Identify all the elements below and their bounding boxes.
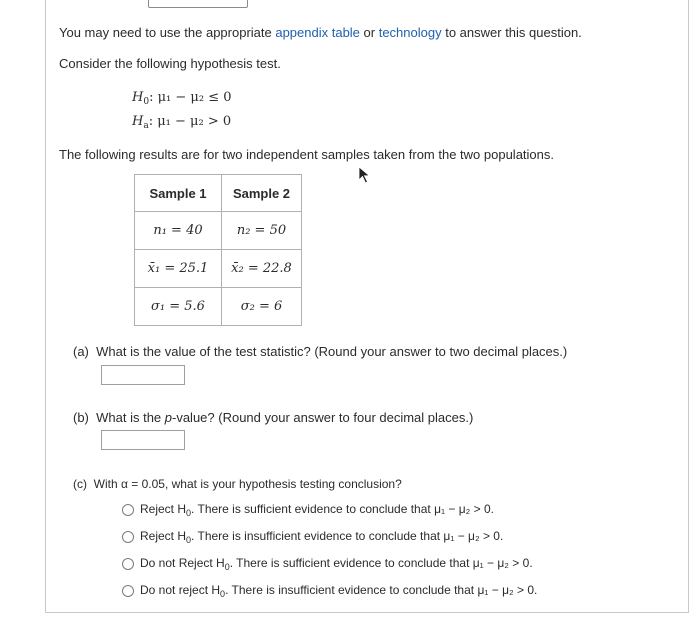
ha-subscript: a [143, 121, 149, 131]
option-3-lead: Do not Reject H [140, 556, 225, 570]
null-hypothesis [132, 90, 232, 107]
option-2-radio[interactable] [122, 531, 134, 543]
intro-suffix: to answer this question. [441, 25, 582, 40]
table-header-row [135, 175, 302, 212]
alternative-hypothesis [132, 114, 231, 131]
option-4-sub: 0 [220, 589, 226, 599]
sigma2-cell: σ₂ = 6 [222, 288, 302, 326]
ha-relation: : μ₁ − μ₂ > 0 [148, 114, 232, 129]
question-b-suffix: -value? (Round your answer to four decimal places.) [172, 410, 474, 425]
option-1-radio[interactable] [122, 504, 134, 516]
intro-or: or [359, 25, 379, 40]
question-b [73, 410, 473, 425]
option-4-label[interactable] [140, 583, 537, 599]
question-a-text: What is the value of the test statistic? (Round your answer to two decimal places.) [96, 344, 568, 359]
table-row [135, 250, 302, 288]
option-3-rest: . There is sufficient evidence to conclude that μ₁ − μ₂ > 0. [229, 556, 533, 570]
sample-2-header: Sample 2 [222, 175, 302, 212]
sample-1-header: Sample 1 [135, 175, 222, 212]
option-4-lead: Do not reject H [140, 583, 221, 597]
option-4-radio[interactable] [122, 585, 134, 597]
option-3-radio[interactable] [122, 558, 134, 570]
appendix-table-link[interactable]: appendix table [275, 25, 360, 40]
consider-text: Consider the following hypothesis test. [59, 56, 281, 71]
option-2-rest: . There is insufficient evidence to conclude that μ₁ − μ₂ > 0. [191, 529, 504, 543]
question-c [73, 477, 402, 491]
p-value-input[interactable] [101, 430, 185, 450]
mouse-cursor-icon [358, 166, 372, 184]
ha-letter: H [132, 114, 144, 129]
p-symbol: p [164, 410, 172, 425]
question-b-label: (b) [73, 410, 89, 425]
test-statistic-input[interactable] [101, 365, 185, 385]
xbar1-cell: x̄₁ = 25.1 [135, 250, 222, 288]
previous-answer-box[interactable] [148, 0, 248, 8]
question-c-text: With α = 0.05, what is your hypothesis testing conclusion? [93, 477, 402, 491]
question-a [73, 344, 567, 359]
option-2-sub: 0 [186, 535, 192, 545]
results-text: The following results are for two independent samples taken from the two populations. [59, 147, 554, 162]
h0-relation: : μ₁ − μ₂ ≤ 0 [149, 90, 232, 105]
question-b-prefix: What is the [96, 410, 165, 425]
xbar2-cell: x̄₂ = 22.8 [222, 250, 302, 288]
table-row [135, 288, 302, 326]
option-1-sub: 0 [186, 508, 192, 518]
option-2-lead: Reject H [140, 529, 187, 543]
question-c-label: (c) [73, 477, 87, 491]
option-1-rest: . There is sufficient evidence to conclude that μ₁ − μ₂ > 0. [191, 502, 494, 516]
samples-table [134, 174, 302, 326]
option-2-label[interactable] [140, 529, 503, 545]
intro-text: You may need to use the appropriate [59, 25, 276, 40]
option-3-sub: 0 [224, 562, 230, 572]
sigma1-cell: σ₁ = 5.6 [135, 288, 222, 326]
option-3-label[interactable] [140, 556, 533, 572]
option-1-label[interactable] [140, 502, 494, 518]
intro-line [59, 25, 582, 40]
table-row [135, 212, 302, 250]
h0-subscript: 0 [143, 97, 150, 107]
question-a-label: (a) [73, 344, 89, 359]
option-4-rest: . There is insufficient evidence to conclude that μ₁ − μ₂ > 0. [225, 583, 538, 597]
h0-letter: H [132, 90, 144, 105]
technology-link[interactable]: technology [378, 25, 442, 40]
option-1-lead: Reject H [140, 502, 187, 516]
n2-cell: n₂ = 50 [222, 212, 302, 250]
n1-cell: n₁ = 40 [135, 212, 222, 250]
